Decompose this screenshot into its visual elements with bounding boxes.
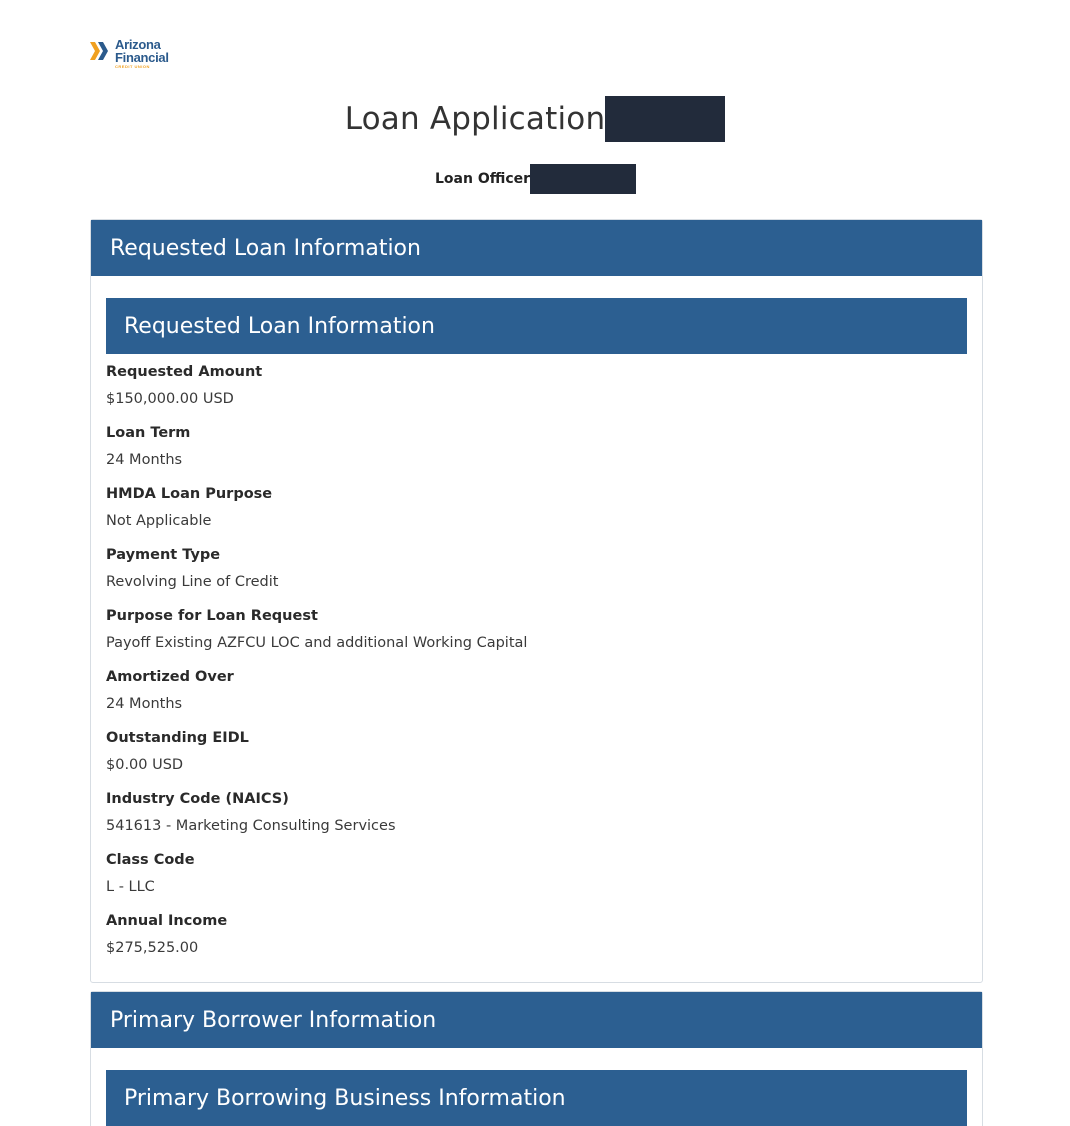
field-value: 24 Months: [106, 696, 183, 712]
field-purpose-for-loan: [106, 606, 967, 653]
field-value: 24 Months: [106, 452, 183, 468]
field-label: HMDA Loan Purpose: [106, 486, 273, 502]
requested-loan-panel-header: Requested Loan Information: [91, 220, 982, 276]
logo-line-2: Financial: [115, 50, 169, 65]
field-amortized-over: [106, 667, 967, 714]
field-label: Amortized Over: [106, 669, 234, 685]
field-label: Loan Term: [106, 425, 191, 441]
field-class-code: [106, 850, 967, 897]
field-value: Not Applicable: [106, 513, 212, 529]
field-label: Purpose for Loan Request: [106, 608, 318, 624]
logo-line-1: Arizona: [115, 37, 161, 52]
field-value: Revolving Line of Credit: [106, 574, 279, 590]
field-label: Outstanding EIDL: [106, 730, 249, 746]
field-label: Class Code: [106, 852, 195, 868]
logo-subtitle: CREDIT UNION: [115, 64, 150, 69]
field-label: Payment Type: [106, 547, 221, 563]
title-row: [0, 96, 1070, 142]
primary-business-subheader: Primary Borrowing Business Information: [106, 1070, 967, 1126]
field-value: L - LLC: [106, 879, 155, 895]
field-payment-type: [106, 545, 967, 592]
primary-borrower-panel-header: Primary Borrower Information: [91, 992, 982, 1048]
field-value: $275,525.00: [106, 940, 199, 956]
field-value: $150,000.00 USD: [106, 391, 234, 407]
field-annual-income: [106, 911, 967, 958]
chevron-logo-icon: [90, 40, 112, 62]
page-title: Loan Application: [344, 101, 606, 137]
primary-borrower-panel: [90, 991, 983, 1126]
field-value: 541613 - Marketing Consulting Services: [106, 818, 396, 834]
field-loan-term: [106, 423, 967, 470]
loan-officer-label: Loan Officer: [435, 171, 531, 187]
field-label: Requested Amount: [106, 364, 263, 380]
requested-loan-fields: [91, 354, 982, 992]
redaction-box-officer: [530, 164, 636, 194]
logo[interactable]: [90, 38, 169, 69]
redaction-box-title: [605, 96, 725, 142]
field-value: $0.00 USD: [106, 757, 184, 773]
field-label: Annual Income: [106, 913, 228, 929]
requested-loan-panel: [90, 219, 983, 983]
field-label: Industry Code (NAICS): [106, 791, 289, 807]
logo-text: [115, 38, 169, 69]
field-requested-amount: [106, 362, 967, 409]
requested-loan-subheader: Requested Loan Information: [106, 298, 967, 354]
field-industry-code: [106, 789, 967, 836]
field-value: Payoff Existing AZFCU LOC and additional Working Capital: [106, 635, 528, 651]
loan-officer-row: [435, 164, 636, 194]
field-outstanding-eidl: [106, 728, 967, 775]
field-hmda-loan-purpose: [106, 484, 967, 531]
